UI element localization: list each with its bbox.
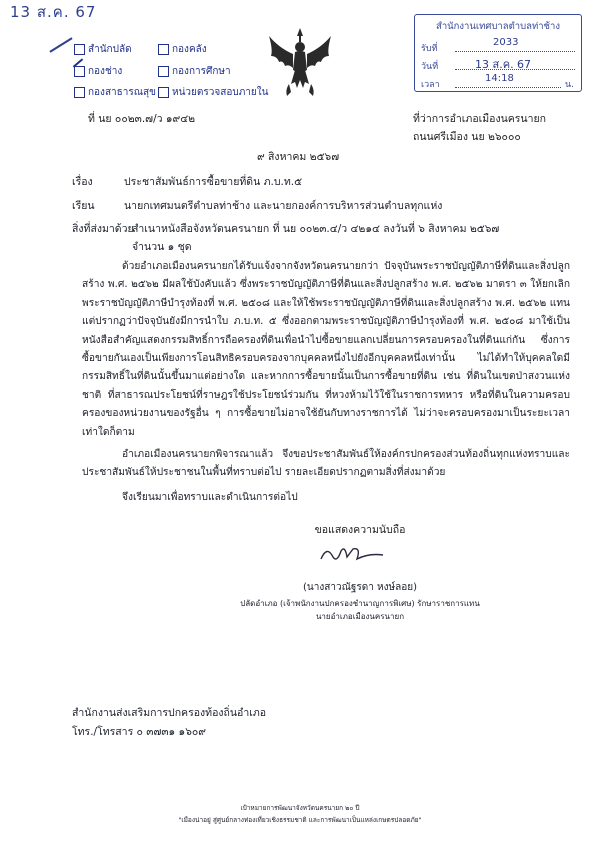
route-label: กองช่าง [88, 66, 123, 77]
signatory-title: ปลัดอำเภอ (เจ้าพนักงานปกครองชำนาญการพิเศษ) รักษาราชการแทน [240, 599, 480, 608]
checkbox-icon[interactable] [158, 44, 169, 55]
stamp-time-label: เวลา [421, 80, 440, 90]
enclosure-quantity: จำนวน ๑ ชุด [132, 241, 192, 253]
route-item-finance[interactable] [158, 42, 207, 57]
sender-address-line2: ถนนศรีเมือง นย ๒๖๐๐๐ [413, 131, 521, 143]
stamp-time-value: 14:18 [485, 73, 514, 84]
stamp-received-number: 2033 [493, 37, 519, 48]
stamp-title: สำนักงานเทศบาลตำบลท่าช้าง [436, 21, 560, 32]
route-item-health[interactable] [74, 85, 156, 100]
document-date: ๙ สิงหาคม ๒๕๖๗ [257, 151, 340, 163]
footer-slogan-heading: เป้าหมายการพัฒนาจังหวัดนครนายก ๒๐ ปี [240, 804, 360, 812]
signatory-title-2: นายอำเภอเมืองนครนายก [315, 612, 405, 621]
route-label: กองสาธารณสุข [88, 87, 156, 98]
stamp-time-suffix: น. [565, 80, 575, 90]
subject-label: เรื่อง [72, 176, 93, 188]
recipient-label: เรียน [72, 200, 95, 212]
footer-office: สำนักงานส่งเสริมการปกครองท้องถิ่นอำเภอ [72, 707, 267, 719]
route-label: สำนักปลัด [88, 44, 132, 55]
handwritten-note: 13 ส.ค. 67 [10, 3, 97, 21]
route-item-engineering[interactable] [74, 64, 122, 79]
checkbox-icon[interactable] [158, 66, 169, 77]
document-number: ที่ นย ๐๐๒๓.๗/ว ๑๙๔๒ [88, 113, 196, 125]
body-paragraph-3: จึงเรียนมาเพื่อทราบและดำเนินการต่อไป [122, 492, 298, 503]
checkbox-icon[interactable] [74, 87, 85, 98]
closing-salutation: ขอแสดงความนับถือ [314, 524, 406, 536]
sender-address-line1: ที่ว่าการอำเภอเมืองนครนายก [413, 113, 546, 125]
route-item-office[interactable] [74, 42, 132, 57]
signature-scribble [317, 543, 387, 565]
enclosure-label: สิ่งที่ส่งมาด้วย [72, 223, 134, 235]
recipient-text: นายกเทศมนตรีตำบลท่าช้าง และนายกองค์การบริหารส่วนตำบลทุกแห่ง [124, 200, 443, 212]
stamp-date-label: วันที่ [421, 62, 439, 72]
stamp-date-value: 13 ส.ค. 67 [475, 58, 532, 71]
footer-slogan: "เมืองน่าอยู่ สู่ศูนย์กลางท่องเที่ยวเชิงธรรมชาติ และการพัฒนาเป็นแหล่งเกษตรปลอดภัย" [178, 816, 422, 824]
body-paragraph-1: ด้วยอำเภอเมืองนครนายกได้รับแจ้งจากจังหวัดนครนายกว่า ปัจจุบันพระราชบัญญัติภาษีที่ดินและสิ่งปลูกสร้าง พ.ศ. ๒๕๖๒ มีผลใช้บังคับแล้ว ซึ่งพระราชบัญญัติภาษีที่ดินและสิ่งปลูกสร้าง พ.ศ. ๒๕๖๒ มาตรา ๓ ให้ยกเลิกพระราชบัญญัติภาษีบำรุงท้องที่ พ.ศ. ๒๕๐๘ และให้ใช้พระราชบัญญัติภาษีที่ดินและสิ่งปลูกสร้าง พ.ศ. ๒๕๖๒ แทน แต่ปรากฏว่าปัจจุบันยังมีการนำใบ ภ.บ.ท. ๕ ซึ่งออกตามพระราชบัญญัติภาษีบำรุงท้องที่ พ.ศ. ๒๕๐๘ มาใช้เป็นหนังสือสำคัญแสดงกรรมสิทธิ์การถือครองที่ดินเพื่อนำไปซื้อขายแลกเปลี่ยนการครอบครองในที่ดินแก่กัน ซึ่งการซื้อขายกันเองเป็นเพียงการโอนสิทธิครอบครองจากบุคคลหนึ่งไปยังอีกบุคคลหนึ่งเท่านั้น ไม่ได้ทำให้บุคคลใดมีกรรมสิทธิ์ในที่ดินนั้นขึ้นมาแต่อย่างใด และหากการซื้อขายนั้นเป็นการซื้อขายที่ดิน เช่น ที่ดินในเขตป่าสงวนแห่งชาติ ที่สาธารณประโยชน์ที่ราษฎรใช้ประโยชน์ร่วมกัน ที่หวงห้ามไว้ใช้ในราชการทหาร หรือที่ดินในความครอบครองของหน่วยงานของรัฐอื่น ๆ การซื้อขายไม่อาจใช้ยันกับทางราชการได้ ไม่ว่าจะครอบครองมาเป็นระยะเวลาเท่าใดก็ตาม [82, 261, 570, 438]
route-item-audit[interactable] [158, 85, 268, 100]
checkbox-icon[interactable] [74, 44, 85, 55]
body-paragraph-2: อำเภอเมืองนครนายกพิจารณาแล้ว จึงขอประชาสัมพันธ์ให้องค์กรปกครองส่วนท้องถิ่นทุกแห่งทราบและประชาสัมพันธ์ให้ประชาชนในพื้นที่ทราบต่อไป รายละเอียดปรากฏตามสิ่งที่ส่งมาด้วย [82, 449, 570, 479]
route-label: หน่วยตรวจสอบภายใน [172, 87, 269, 98]
route-label: กองการศึกษา [172, 66, 231, 77]
enclosure-text: สำเนาหนังสือจังหวัดนครนายก ที่ นย ๐๐๒๓.๔/ว ๔๒๑๔ ลงวันที่ ๖ สิงหาคม ๒๕๖๗ [132, 223, 500, 235]
received-stamp [414, 14, 582, 92]
signatory-name: (นางสาวณัฐรดา หงษ์ลอย) [303, 582, 417, 593]
checkbox-checked-icon[interactable] [74, 66, 85, 77]
garuda-emblem-icon [265, 26, 335, 98]
footer-phone: โทร./โทรสาร ๐ ๓๗๓๑ ๑๖๐๙ [72, 726, 206, 738]
route-item-education[interactable] [158, 64, 231, 79]
checkbox-icon[interactable] [158, 87, 169, 98]
stamp-received-label: รับที่ [421, 44, 438, 54]
subject-text: ประชาสัมพันธ์การซื้อขายที่ดิน ภ.บ.ท.๕ [124, 176, 303, 188]
pen-stroke [49, 37, 72, 52]
route-label: กองคลัง [172, 44, 207, 55]
